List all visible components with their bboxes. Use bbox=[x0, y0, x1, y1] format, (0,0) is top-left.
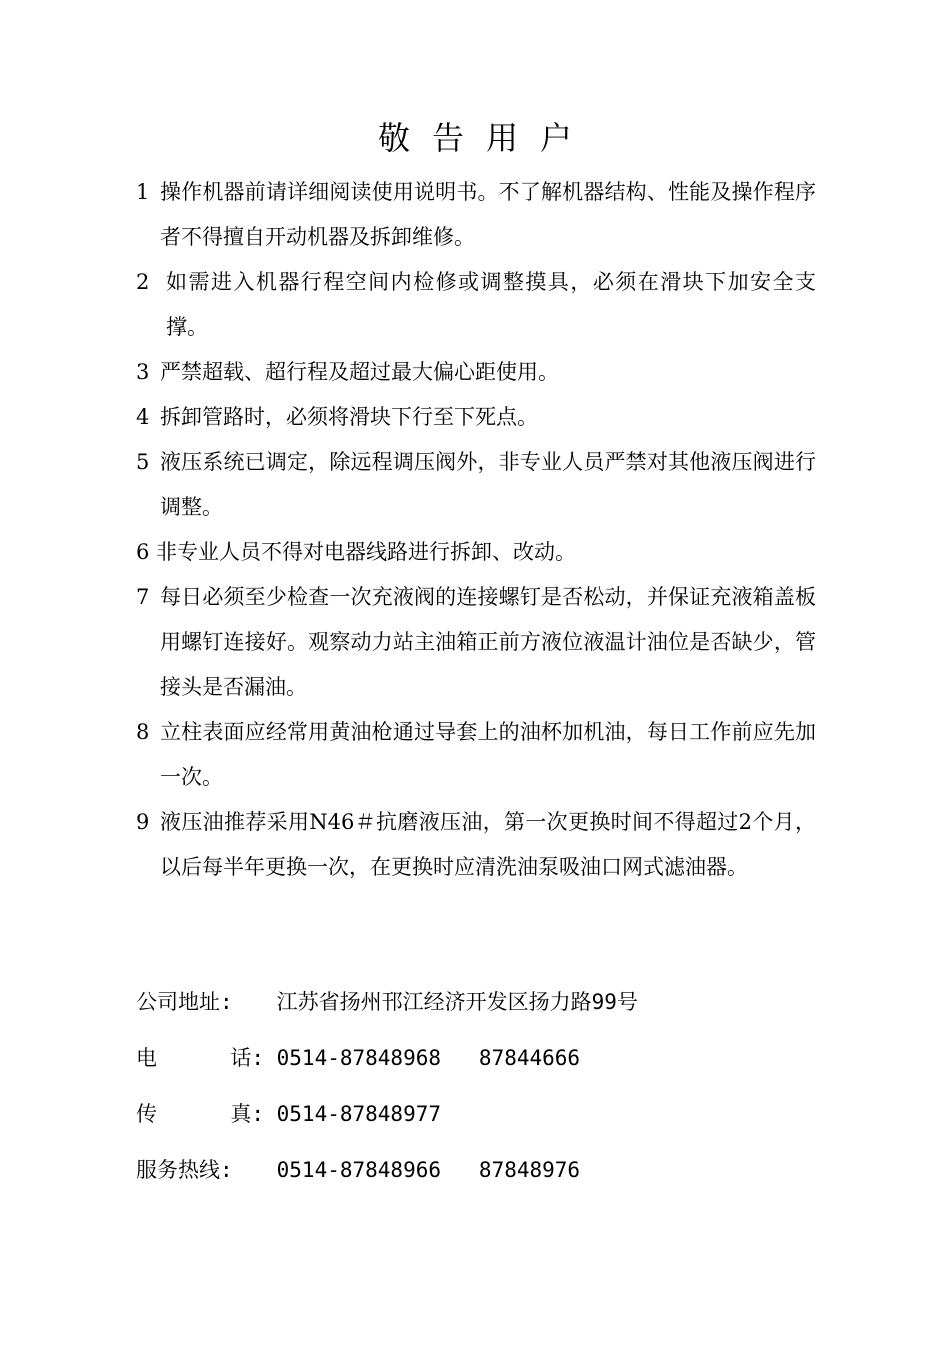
fax-label-end: 真: bbox=[230, 1102, 264, 1126]
list-item bbox=[136, 440, 816, 530]
address-label: 公司地址: bbox=[136, 990, 233, 1014]
item-text: 液压系统已调定，除远程调压阀外，非专业人员严禁对其他液压阀进行调整。 bbox=[160, 450, 816, 519]
page-title: 敬告用户 bbox=[377, 119, 594, 157]
item-number: 7 bbox=[136, 585, 150, 609]
item-text: 每日必须至少检查一次充液阀的连接螺钉是否松动，并保证充液箱盖板用螺钉连接好。观察动力站主油箱正前方液位液温计油位是否缺少，管接头是否漏油。 bbox=[160, 585, 816, 699]
item-text: 严禁超载、超行程及超过最大偏心距使用。 bbox=[160, 360, 559, 384]
hotline-label: 服务热线: bbox=[136, 1158, 233, 1182]
item-text: 立柱表面应经常用黄油枪通过导套上的油杯加机油，每日工作前应先加一次。 bbox=[160, 720, 816, 789]
contact-info bbox=[136, 982, 836, 1206]
item-number: 1 bbox=[136, 180, 150, 204]
fax-row bbox=[136, 1094, 836, 1150]
phone-label-end: 话: bbox=[230, 1046, 264, 1070]
phone-label-start: 电 bbox=[136, 1046, 157, 1070]
fax-label bbox=[136, 1094, 264, 1150]
item-number: 8 bbox=[136, 720, 150, 744]
item-number: 3 bbox=[136, 360, 150, 384]
fax-label-start: 传 bbox=[136, 1102, 157, 1126]
list-item bbox=[136, 170, 816, 260]
item-text: 拆卸管路时，必须将滑块下行至下死点。 bbox=[160, 405, 538, 429]
list-item bbox=[136, 350, 816, 395]
item-number: 2 bbox=[136, 270, 150, 294]
item-text: 操作机器前请详细阅读使用说明书。不了解机器结构、性能及操作程序者不得擅自开动机器及拆卸维修。 bbox=[160, 180, 816, 249]
phone-row bbox=[136, 1038, 836, 1094]
phone-value: 0514-87848968 87844666 bbox=[264, 1046, 581, 1070]
list-item bbox=[136, 710, 816, 800]
fax-value: 0514-87848977 bbox=[264, 1102, 442, 1126]
phone-label bbox=[136, 1038, 264, 1094]
list-item bbox=[136, 800, 816, 890]
item-number: 9 bbox=[136, 810, 150, 834]
item-text: 如需进入机器行程空间内检修或调整摸具，必须在滑块下加安全支撑。 bbox=[166, 270, 816, 339]
item-text: 液压油推荐采用N46＃抗磨液压油，第一次更换时间不得超过2个月，以后每半年更换一次，在更换时应清洗油泵吸油口网式滤油器。 bbox=[160, 810, 816, 879]
notice-list bbox=[136, 170, 816, 890]
hotline-row bbox=[136, 1150, 836, 1206]
item-number: 5 bbox=[136, 450, 150, 474]
list-item bbox=[136, 395, 816, 440]
item-number: 4 bbox=[136, 405, 150, 429]
item-number: 6 bbox=[136, 540, 150, 564]
hotline-value: 0514-87848966 87848976 bbox=[264, 1158, 581, 1182]
list-item bbox=[136, 260, 816, 350]
address-row bbox=[136, 982, 836, 1038]
list-item bbox=[136, 575, 816, 710]
address-value: 江苏省扬州邗江经济开发区扬力路99号 bbox=[264, 990, 638, 1014]
item-text: 非专业人员不得对电器线路进行拆卸、改动。 bbox=[156, 540, 576, 564]
list-item bbox=[136, 530, 816, 575]
